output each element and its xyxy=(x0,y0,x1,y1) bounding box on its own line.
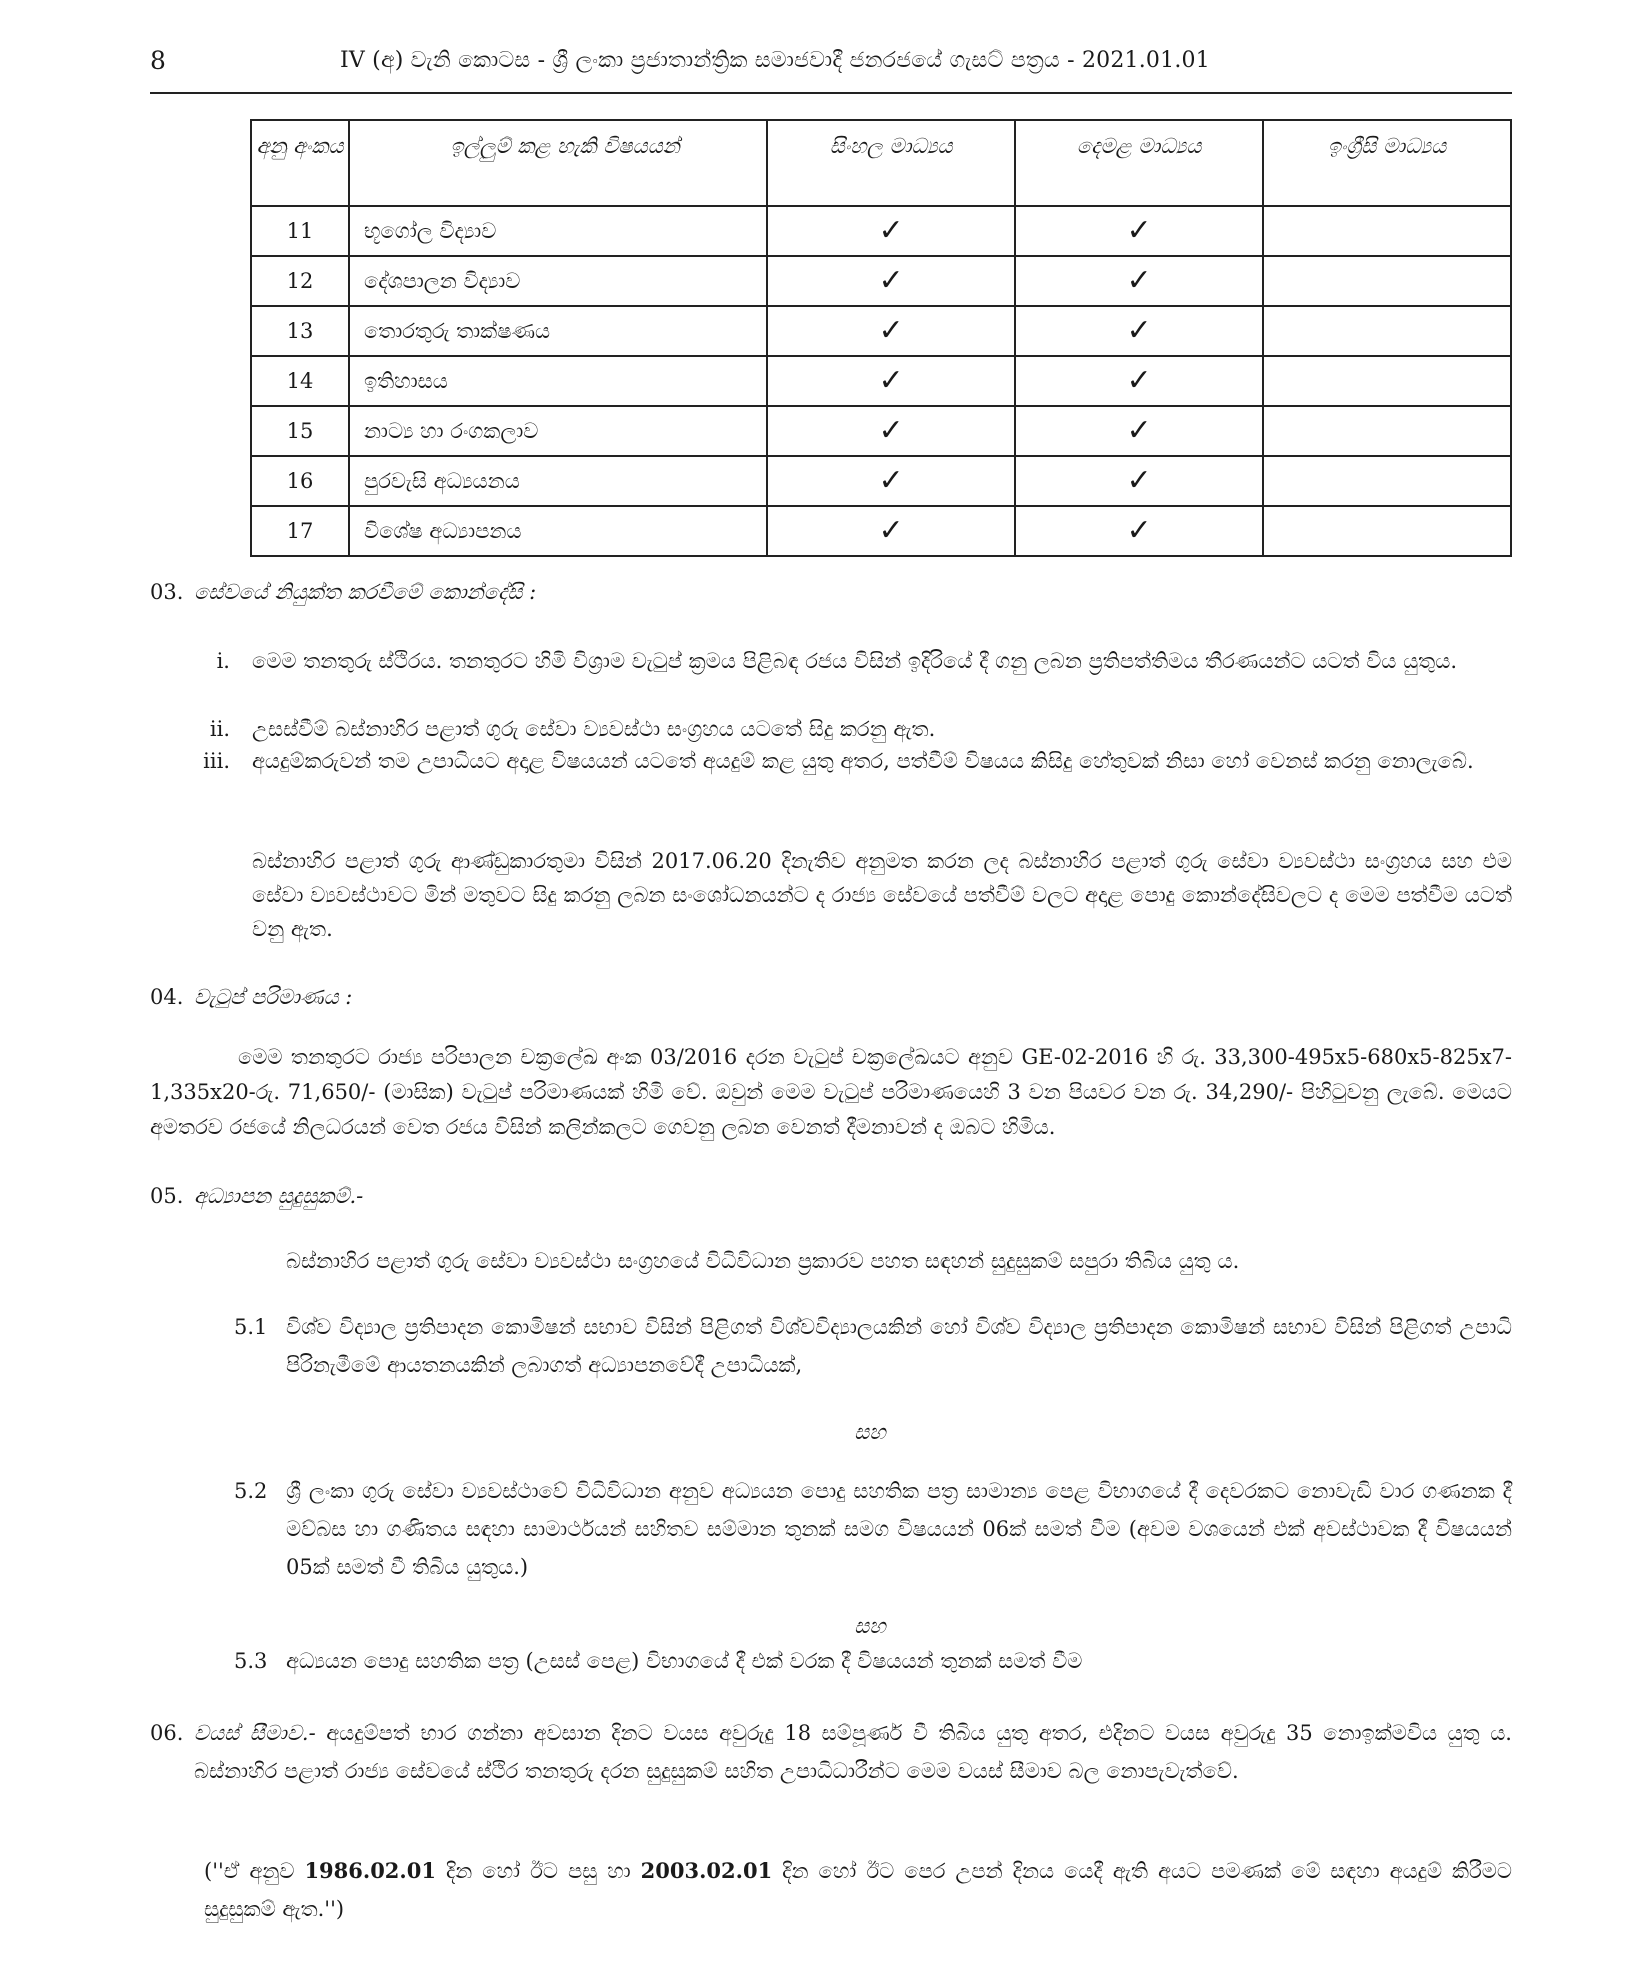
section-number: 04. xyxy=(150,985,184,1009)
col-header-no: අනු අංකය xyxy=(251,120,349,206)
list-item-text: අයදුම්කරුවන් තම උපාධියට අදාළ විෂයයන් යටතේ අයදුම් කළ යුතු අතර, පත්වීම් විෂයය කිසිදු හේතුවක් නිසා හෝ වෙනස් කරනු නොලැබේ. xyxy=(252,749,1474,773)
subjects-table xyxy=(250,119,1512,557)
check-icon: ✓ xyxy=(1015,456,1263,506)
section-number: 06. xyxy=(150,1721,184,1745)
check-icon: ✓ xyxy=(767,356,1015,406)
check-icon: ✓ xyxy=(767,306,1015,356)
empty-cell xyxy=(1263,506,1511,556)
table-header-row xyxy=(251,120,1511,206)
empty-cell xyxy=(1263,456,1511,506)
section-06-block xyxy=(150,1714,1512,1790)
section-06-text: අයදුම්පත් භාර ගන්නා අවසාන දිනට වයස අවුරුදු 18 සම්පූර්ණ වී තිබිය යුතු අතර, එදිනට වයස අවුරුදු 35 නොඉක්මවිය යුතු ය. බස්නාහිර පළාත් රාජ්‍ය සේවයේ ස්ථිර තනතුරු දරන සුදුසුකම් සහිත උපාධිධාරීන්ට මෙම වයස් සීමාව බල නොපැවැත්වේ. xyxy=(194,1721,1512,1783)
row-number: 11 xyxy=(251,206,349,256)
check-icon: ✓ xyxy=(1015,506,1263,556)
qualification-text: අධ්‍යයන පොදු සහතික පත්‍ර (උසස් පෙළ) විභාගයේ දී එක් වරක දී විෂයයන් තුනක් සමත් වීම xyxy=(286,1649,1083,1673)
table-row xyxy=(251,306,1511,356)
section-04-text: මෙම තනතුරට රාජ්‍ය පරිපාලන චක්‍රලේඛ අංක 03/2016 දරන වැටුප් චක්‍රලේඛයට අනුව GE-02-2016 හි රු. 33,300-495x5-680x5-825x7-1,335x20-රු. 71,650/- (මාසික) වැටුප් පරිමාණයක් හිමි වේ. ඔවුන් මෙම වැටුප් පරිමාණයෙහි 3 වන පියවර වන රු. 34,290/- පිහිටුවනු ලැබේ. මෙයට අමතරව රජයේ නිලධරයන් වෙත රජය විසින් කලින්කලට ගෙවනු ලබන වෙනත් දීමනාවන් ද ඔබට හිමිය. xyxy=(150,1045,1512,1139)
table-row xyxy=(251,456,1511,506)
list-item xyxy=(160,712,1512,746)
row-subject: පුරවැසි අධ්‍යයනය xyxy=(349,456,767,506)
age-eligibility-note xyxy=(204,1852,1512,1928)
section-03-note: බස්නාහිර පළාත් ගුරු ආණ්ඩුකාරතුමා විසින් 2017.06.20 දිනැතිව අනුමත කරන ලද බස්නාහිර පළාත් ගුරු සේවා ව්‍යවස්ථා සංග්‍රහය සහ එම සේවා ව්‍යවස්ථාවට මින් මතුවට සිදු කරනු ලබන සංශෝධනයන්ට ද රාජ්‍ය සේවයේ පත්වීම් වලට අදාළ පොදු කොන්දේසිවලට ද මෙම පත්වීම යටත් වනු ඇත. xyxy=(252,849,1512,941)
note-text: දින හෝ ඊට පසු හා xyxy=(435,1859,641,1883)
header-divider xyxy=(150,92,1512,94)
section-title: වැටුප් පරිමාණය : xyxy=(194,985,353,1009)
check-icon: ✓ xyxy=(767,406,1015,456)
row-subject: භූගෝල විද්‍යාව xyxy=(349,206,767,256)
section-number: 03. xyxy=(150,580,184,604)
section-04-heading xyxy=(150,985,352,1010)
check-icon: ✓ xyxy=(767,256,1015,306)
and-connector: සහ xyxy=(854,1614,886,1638)
col-header-tamil: දෙමළ මාධ්‍යය xyxy=(1015,120,1263,206)
row-number: 13 xyxy=(251,306,349,356)
list-item-label: ii. xyxy=(209,717,230,741)
section-03-heading xyxy=(150,580,536,605)
list-item-text: මෙම තනතුරු ස්ථිරය. තනතුරට හිමි විශ්‍රාම වැටුප් ක්‍රමය පිළිබඳ රජය විසින් ඉදිරියේ දී ගනු ලබන ප්‍රතිපත්තිමය තීරණයන්ට යටත් විය යුතුය. xyxy=(252,649,1458,673)
row-number: 16 xyxy=(251,456,349,506)
list-item-text: උසස්වීම් බස්නාහිර පළාත් ගුරු සේවා ව්‍යවස්ථා සංග්‍රහය යටතේ සිදු කරනු ඇත. xyxy=(252,717,936,741)
row-subject: ඉතිහාසය xyxy=(349,356,767,406)
section-number: 05. xyxy=(150,1184,184,1208)
check-icon: ✓ xyxy=(767,506,1015,556)
col-header-sinhala: සිංහල මාධ්‍යය xyxy=(767,120,1015,206)
qualification-label: 5.1 xyxy=(234,1315,268,1339)
page-header-title: IV (අ) වැනි කොටස - ශ්‍රී ලංකා ප්‍රජාතාන්ත්‍රික සමාජවාදී ජනරජයේ ගැසට් පත්‍රය - 2021.01.01 xyxy=(340,48,1210,73)
row-number: 14 xyxy=(251,356,349,406)
qualification-item xyxy=(234,1472,1512,1592)
check-icon: ✓ xyxy=(1015,256,1263,306)
note-date: 2003.02.01 xyxy=(640,1858,773,1883)
qualification-text: විශ්ව විද්‍යාල ප්‍රතිපාදන කොමිෂන් සභාව විසින් පිළිගත් විශ්වවිද්‍යාලයකින් හෝ විශ්ව විද්‍යාල ප්‍රතිපාදන කොමිෂන් සභාව විසින් පිළිගත් උපාධි පිරිනැමීමේ ආයතනයකින් ලබාගත් අධ්‍යාපනවේදී උපාධියක්, xyxy=(286,1315,1512,1377)
check-icon: ✓ xyxy=(1015,206,1263,256)
section-05-heading xyxy=(150,1184,363,1209)
row-subject: නාට්‍ය හා රංගකලාව xyxy=(349,406,767,456)
col-header-english: ඉංග්‍රීසි මාධ්‍යය xyxy=(1263,120,1511,206)
qualification-item xyxy=(234,1308,1512,1388)
note-text: දින හෝ ඊට පෙර උපන් දිනය යෙදී ඇති අයට පමණක් මේ සඳහා අයදුම් කිරීමට සුදුසුකම් ඇත.'') xyxy=(204,1859,1512,1921)
check-icon: ✓ xyxy=(1015,356,1263,406)
section-title: අධ්‍යාපන සුදුසුකම්.- xyxy=(194,1184,364,1208)
section-title: වයස් සීමාව.- xyxy=(193,1721,316,1745)
note-date: 1986.02.01 xyxy=(304,1858,436,1883)
empty-cell xyxy=(1263,256,1511,306)
list-item xyxy=(160,744,1512,814)
page-number: 8 xyxy=(150,46,166,75)
empty-cell xyxy=(1263,406,1511,456)
section-05-intro: බස්නාහිර පළාත් ගුරු සේවා ව්‍යවස්ථා සංග්‍රහයේ විධිවිධාන ප්‍රකාරව පහත සඳහන් සුදුසුකම් සපුරා තිබිය යුතු ය. xyxy=(286,1249,1240,1273)
empty-cell xyxy=(1263,206,1511,256)
note-text: (''ඒ අනුව xyxy=(204,1859,305,1883)
qualification-label: 5.2 xyxy=(234,1479,268,1503)
col-header-subject: ඉල්ලුම් කළ හැකි විෂයයන් xyxy=(349,120,767,206)
table-row xyxy=(251,206,1511,256)
check-icon: ✓ xyxy=(1015,406,1263,456)
empty-cell xyxy=(1263,356,1511,406)
section-title: සේවයේ නියුක්ත කරවීමේ කොන්දේසි : xyxy=(194,580,537,604)
table-row xyxy=(251,256,1511,306)
qualification-text: ශ්‍රී ලංකා ගුරු සේවා ව්‍යවස්ථාවේ විධිවිධාන අනුව අධ්‍යයන පොදු සහතික පත්‍ර සාමාන්‍ය පෙළ විභාගයේ දී දෙවරකට නොවැඩි වාර ගණනක දී මව්බස හා ගණිතය සඳහා සාමාර්ථයන් සහිතව සම්මාන තුනක් සමග විෂයයන් 06ක් සමත් වීම (අවම වශයෙන් එක් අවස්ථාවක දී විෂයයන් 05ක් සමත් වී තිබිය යුතුය.) xyxy=(286,1479,1512,1579)
row-subject: තොරතුරු තාක්ෂණය xyxy=(349,306,767,356)
qualification-label: 5.3 xyxy=(234,1649,268,1673)
row-subject: දේශපාලන විද්‍යාව xyxy=(349,256,767,306)
list-item-label: iii. xyxy=(203,749,230,773)
row-number: 15 xyxy=(251,406,349,456)
list-item xyxy=(160,644,1512,714)
row-number: 17 xyxy=(251,506,349,556)
table-row xyxy=(251,506,1511,556)
empty-cell xyxy=(1263,306,1511,356)
check-icon: ✓ xyxy=(767,206,1015,256)
qualification-item xyxy=(234,1642,1512,1682)
row-subject: විශේෂ අධ්‍යාපනය xyxy=(349,506,767,556)
table-row xyxy=(251,406,1511,456)
check-icon: ✓ xyxy=(1015,306,1263,356)
row-number: 12 xyxy=(251,256,349,306)
check-icon: ✓ xyxy=(767,456,1015,506)
table-row xyxy=(251,356,1511,406)
and-connector: සහ xyxy=(854,1420,886,1444)
list-item-label: i. xyxy=(216,649,230,673)
